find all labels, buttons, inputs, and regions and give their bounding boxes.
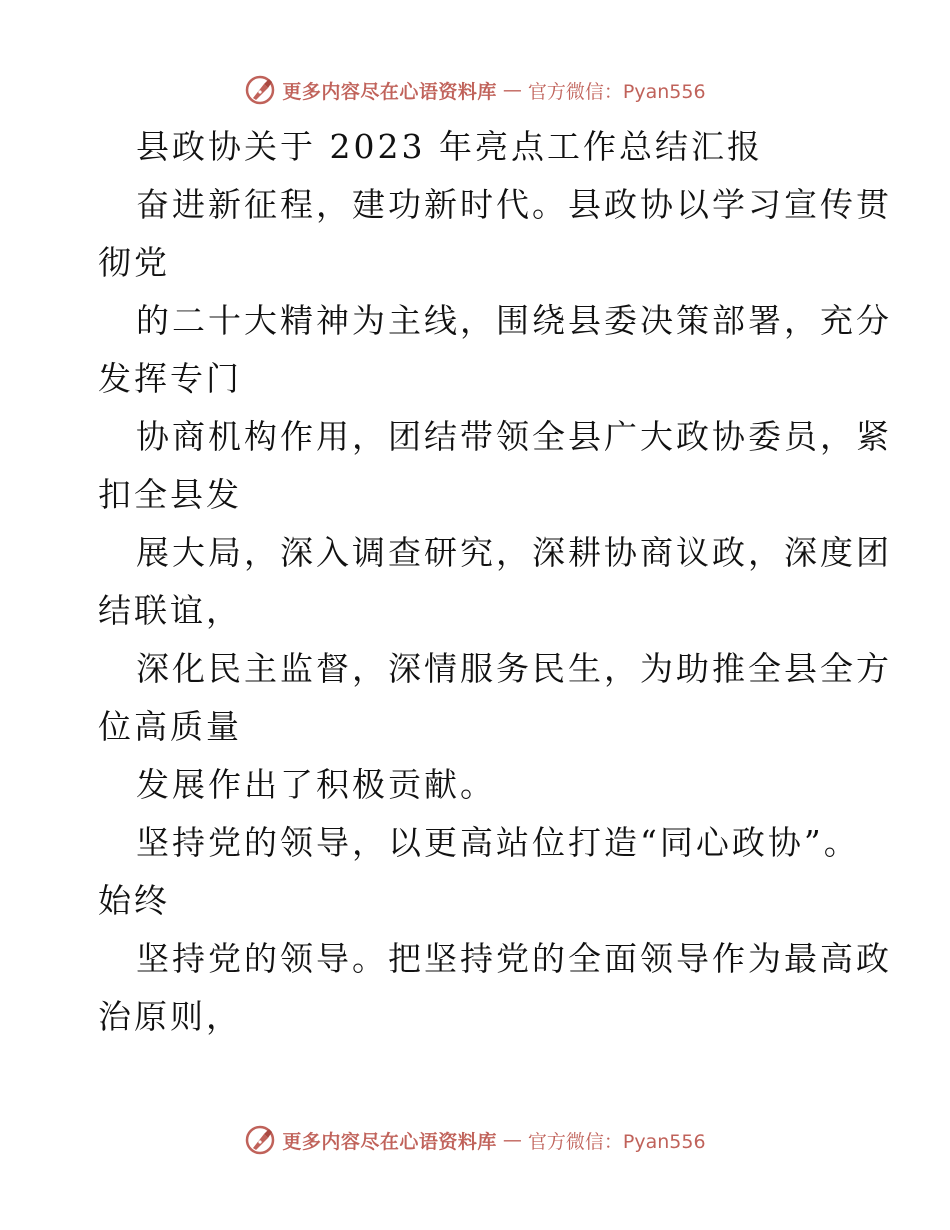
paragraph-line: 治原则， bbox=[98, 997, 242, 1036]
paragraph-line: 始终 bbox=[98, 881, 170, 920]
paragraph-line: 位高质量 bbox=[98, 707, 242, 746]
document-title: 县政协关于 2023 年亮点工作总结汇报 bbox=[136, 127, 763, 166]
paragraph-line: 奋进新征程，建功新时代。县政协以学习宣传贯 bbox=[136, 185, 892, 224]
banner-wechat: 官方微信：Pyan556 bbox=[527, 1130, 706, 1153]
banner-wechat: 官方微信：Pyan556 bbox=[527, 80, 706, 103]
paragraph-line: 结联谊， bbox=[98, 591, 242, 630]
paragraph-line: 扣全县发 bbox=[98, 475, 242, 514]
banner-text: 更多内容尽在心语资料库 bbox=[282, 1130, 497, 1153]
paragraph-line: 坚持党的领导，以更高站位打造“同心政协”。 bbox=[136, 823, 860, 862]
paragraph-line: 坚持党的领导。把坚持党的全面领导作为最高政 bbox=[136, 939, 892, 978]
paragraph-line: 的二十大精神为主线，围绕县委决策部署，充分 bbox=[136, 301, 892, 340]
paragraph-line: 发展作出了积极贡献。 bbox=[136, 765, 496, 804]
pen-nib-logo-icon bbox=[244, 74, 276, 106]
paragraph-line: 深化民主监督，深情服务民生，为助推全县全方 bbox=[136, 649, 892, 688]
banner-separator: — bbox=[502, 79, 522, 101]
pen-nib-logo-icon bbox=[244, 1124, 276, 1156]
paragraph-line: 彻党 bbox=[98, 243, 170, 282]
document-body bbox=[98, 118, 892, 1046]
header-banner bbox=[0, 70, 950, 110]
paragraph-line: 展大局，深入调查研究，深耕协商议政，深度团 bbox=[136, 533, 892, 572]
paragraph-line: 发挥专门 bbox=[98, 359, 242, 398]
banner-separator: — bbox=[502, 1129, 522, 1151]
banner-text: 更多内容尽在心语资料库 bbox=[282, 80, 497, 103]
paragraph-line: 协商机构作用，团结带领全县广大政协委员，紧 bbox=[136, 417, 892, 456]
footer-banner bbox=[0, 1120, 950, 1160]
